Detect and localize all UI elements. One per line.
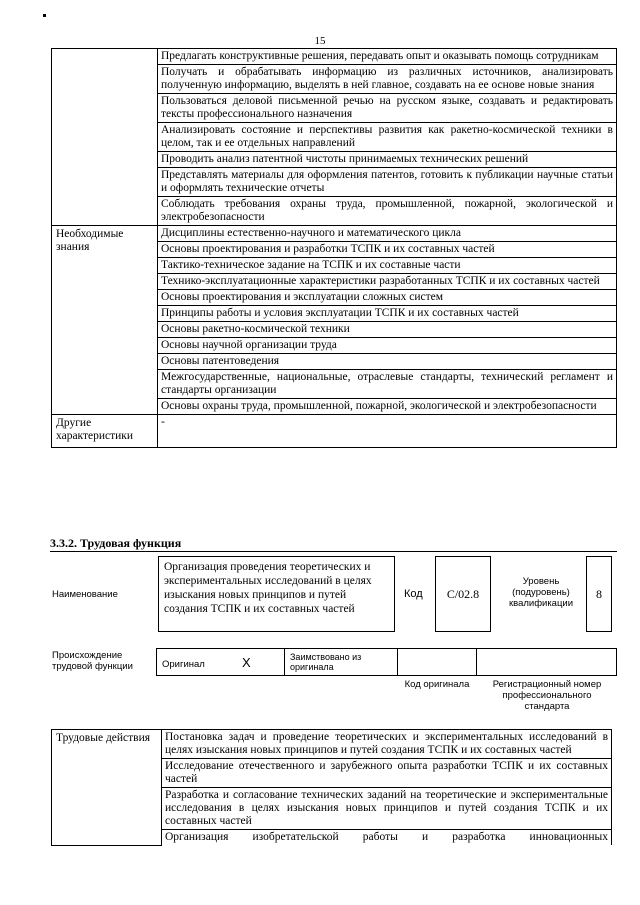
knowledge-item: Тактико-техническое задание на ТСПК и их составные части <box>158 258 617 274</box>
knowledge-item: Межгосударственные, национальные, отраслевые стандарты, технический регламент и стандарты организации <box>158 370 617 399</box>
name-label: Наименование <box>52 589 118 600</box>
skill-item: Получать и обрабатывать информацию из различных источников, анализировать полученную информацию, выделять в ней главное, создавать на ее основе новые знания <box>158 65 617 94</box>
page-number: 15 <box>314 35 326 47</box>
table-row <box>52 415 617 448</box>
section-divider <box>50 551 617 552</box>
knowledge-item: Основы проектирования и эксплуатации сложных систем <box>158 290 617 306</box>
section-title: 3.3.2. Трудовая функция <box>50 536 182 550</box>
skill-item: Пользоваться деловой письменной речью на русском языке, создавать и редактировать тексты профессионального назначения <box>158 94 617 123</box>
code-value-box: C/02.8 <box>435 556 491 632</box>
original-mark: X <box>242 655 251 670</box>
origin-reg-cell <box>476 648 617 676</box>
knowledge-item: Основы научной организации труда <box>158 338 617 354</box>
action-item: Исследование отечественного и зарубежного опыта разработки ТСПК и их составных частей <box>162 759 612 788</box>
knowledge-item: Основы патентоведения <box>158 354 617 370</box>
requirements-table <box>51 48 617 448</box>
scan-dot <box>43 14 46 17</box>
knowledge-item: Основы ракетно-космической техники <box>158 322 617 338</box>
table-row <box>52 226 617 242</box>
table-row <box>52 49 617 65</box>
other-value: - <box>158 415 617 448</box>
other-label: Другие характеристики <box>52 415 158 448</box>
skill-item: Проводить анализ патентной чистоты принимаемых технических решений <box>158 152 617 168</box>
knowledge-item: Основы проектирования и разработки ТСПК и их составных частей <box>158 242 617 258</box>
borrowed-label: Заимствовано из оригинала <box>284 649 397 675</box>
origin-code-cell <box>397 648 477 676</box>
action-item: Организация изобретательской работы и разработка инновационных <box>162 830 612 846</box>
origin-box <box>156 648 398 676</box>
actions-table <box>51 729 612 846</box>
code-label: Код <box>404 588 423 600</box>
table-row <box>52 730 612 759</box>
skill-item: Представлять материалы для оформления патентов, готовить к публикации научные статьи и оформлять технические отчеты <box>158 168 617 197</box>
skill-item: Анализировать состояние и перспективы развития как ракетно-космической техники в целом, так и ее отдельных направлений <box>158 123 617 152</box>
original-label: Оригинал <box>162 659 205 670</box>
knowledge-label: Необходимые знания <box>52 226 158 415</box>
knowledge-item: Технико-эксплуатационные характеристики разработанных ТСПК и их составных частей <box>158 274 617 290</box>
skill-item: Соблюдать требования охраны труда, промышленной, пожарной, экологической и электробезопасности <box>158 197 617 226</box>
level-value-box: 8 <box>586 556 612 632</box>
knowledge-item: Основы охраны труда, промышленной, пожарной, экологической и электробезопасности <box>158 399 617 415</box>
skill-item: Предлагать конструктивные решения, передавать опыт и оказывать помощь сотрудникам <box>158 49 617 65</box>
action-item: Постановка задач и проведение теоретических и экспериментальных исследований в целях изыскания новых принципов и путей создания ТСПК и их составных частей <box>162 730 612 759</box>
reg-caption: Регистрационный номер профессионального стандарта <box>492 679 602 712</box>
action-item: Разработка и согласование технических заданий на теоретические и экспериментальные исследования в целях изыскания новых принципов и путей создания ТСПК и их составных частей <box>162 788 612 830</box>
code-caption: Код оригинала <box>404 679 470 690</box>
function-name-box: Организация проведения теоретических и экспериментальных исследований в целях изыскания новых принципов и путей создания ТСПК и их составных частей <box>158 556 395 632</box>
skills-label-cell <box>52 49 158 226</box>
level-label: Уровень (подуровень) квалификации <box>508 576 574 609</box>
origin-label: Происхождение трудовой функции <box>52 650 133 672</box>
actions-label: Трудовые действия <box>52 730 162 846</box>
knowledge-item: Дисциплины естественно-научного и математического цикла <box>158 226 617 242</box>
knowledge-item: Принципы работы и условия эксплуатации ТСПК и их составных частей <box>158 306 617 322</box>
